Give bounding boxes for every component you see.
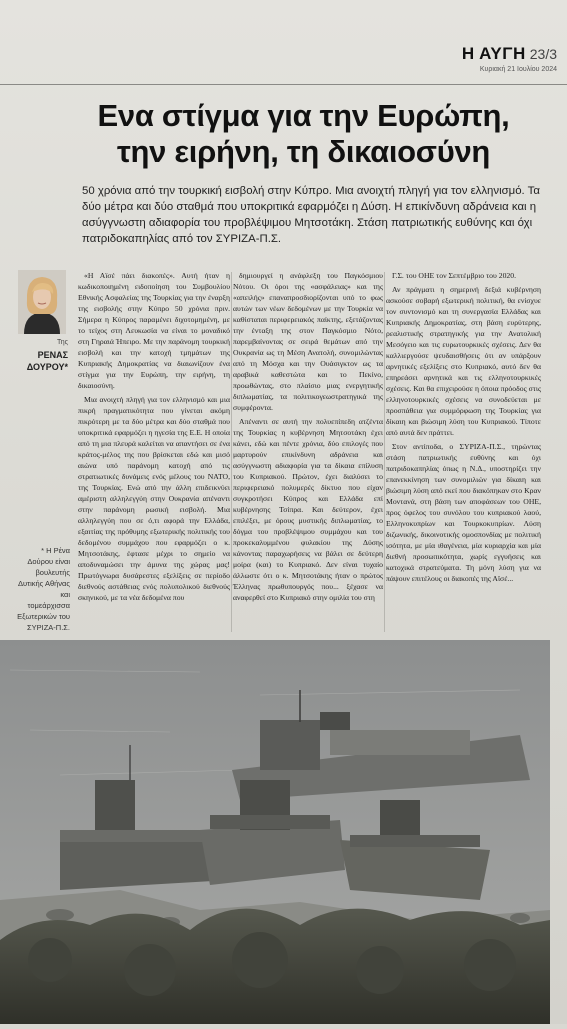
article-headline	[60, 98, 547, 170]
landing-ships-illustration	[0, 640, 550, 1024]
text-column-1	[78, 270, 230, 606]
paragraph: δημιουργεί η ανάφλεξη του Παγκόσμιου Νότου. Οι όροι της «ασφάλειας» και της «απειλής» επαναπροσδιορίζονται υπό το φως αυτών των νέων δεδομένων με την Τουρκία να καθίσταται περιφερειακός παίκτης, εξετάζοντας την ένταξη της στον Παγκόσμιο Νότο, παρεμβαίνοντας σε σειρά θεμάτων από την Ουκρανία ως τη Μέση Ανατολή, συνομιλώντας από τη Μόσχα και την Ουάσιγκτον ως τα αραβικά καθεστώτα και το Πεκίνο, προωθώντας, στο πλαίσιο μιας ενεργητικής διπλωματίας, τα πολιτικογεωστρατηγικά της συμφέροντα.	[233, 271, 383, 412]
page-number: 23/3	[529, 46, 557, 62]
author-footnote: * Η Ρένα Δούρου είναι βουλευτής Δυτικής Αθήνας και τομεάρχισσα Εξωτερικών του ΣΥΡΙΖΑ-Π.Σ.	[17, 546, 70, 632]
newspaper-name: Η ΑΥΓΗ	[461, 44, 526, 63]
author-name: ΡΕΝΑΣ ΔΟΥΡΟΥ*	[26, 350, 68, 372]
paragraph: Αν πράγματι η σημερινή δεξιά κυβέρνηση ασκούσε σοβαρή εξωτερική πολιτική, θα ενίσχυε τον συντονισμό και τη συνεργασία Ελλάδας και Κυπριακής Δημοκρατίας, στη βάση ευρύτερης, ρεαλιστικής στρατηγικής για την Ανατολική Μεσόγειο και τις ευρωτουρκικές σχέσεις. Δεν θα καλλιεργούσε ψευδαισθήσεις ότι αν υπάρξουν αρνητικές εξελίξεις στο Κυπριακό, αυτό δεν θα επηρεάσει αρνητικά και τις ελληνοτουρκικές σχέσεις. Και θα επιχειρούσε η όποια πρόοδος στις ελληνοτουρκικές σχέσεις να συνοδεύεται με προσπάθεια για συμμόρφωση της Τουρκίας για δίκαιη και βιώσιμη λύση του Κυπριακού. Τίποτε από αυτά δεν πράττει.	[386, 285, 541, 437]
paragraph: Απέναντι σε αυτή την πολυεπίπεδη ατζέντα της Τουρκίας η κυβέρνηση Μητσοτάκη έχει κάνει, εδώ και πέντε χρόνια, δύο επιλογές που μαρτυρούν επικίνδυνη αδράνεια και ασύγγνωστη αδιαφορία για τα δίκαια επίλυση του Κυπριακού. Πρώτον, έχει διαλύσει το περιφερειακό πολυμερές δίκτυο που είχαν συγκροτήσει Κύπρος και Ελλάδα επί κυβέρνησης Τσίπρα. Και δεύτερον, έχει επιλέξει, με όρους μυστικής διπλωματίας, το δόγμα του προβλέψιμου συμμάχου και του προκεκαλυμμένου φυλακίου της Δύσης κάνοντας παραχωρήσεις να βάλει σε δεύτερη μοίρα (και) το Κυπριακό. Δεν είναι τυχαίο άλλωστε ότι ο κ. Μητσοτάκης ήταν ο πρώτος Έλληνας πρωθυπουργός που... ξέχασε να αναφερθεί στο Κυπριακό στην ομιλία του στη	[233, 417, 383, 602]
byline	[12, 337, 68, 373]
masthead-divider	[0, 84, 567, 85]
column-divider	[231, 272, 232, 632]
text-column-3	[386, 270, 541, 587]
landing-craft-photo	[0, 640, 550, 1024]
headline-line-1: Ενα στίγμα για την Ευρώπη,	[97, 98, 510, 133]
author-portrait-image	[18, 270, 66, 334]
paragraph: Στον αντίποδα, ο ΣΥΡΙΖΑ-Π.Σ., τηρώντας στάση πατριωτικής ευθύνης και όχι πατριδοκαπηλίας όπως η Ν.Δ., υποστηρίζει την επανεκκίνηση των συνομιλιών για δίκαιη και βιώσιμη λύση από εκεί που διακόπηκαν στο Κραν Μοντανά, στη βάση των αποφάσεων του ΟΗΕ, προς όφελος του συνόλου του κυπριακού λαού, Ελληνοκυπρίων και Τουρκοκυπρίων. Λύση διζωνικής, δικοινοτικής ομοσπονδίας με πολιτική ισότητα, με μία ιθαγένεια, μία κυριαρχία και μία διεθνή προσωπικότητα, χωρίς εγγυήσεις και κατοχικά στρατεύματα. Τη μόνη λύση για να πάψουν επιτέλους οι διακοπές της Αϊσέ...	[386, 442, 541, 583]
byline-prefix: Της	[56, 339, 68, 346]
paragraph: «Η Αϊσέ πάει διακοπές». Αυτή ήταν η κωδικοποιημένη ειδοποίηση του Συμβουλίου Εθνικής Ασφαλείας της Τουρκίας για την έναρξη της εισβολής στην Κύπρο 50 χρόνια πριν. Σήμερα η Κύπρος παραμένει διχοτομημένη, με το τείχος στη Λευκωσία να είναι το μοναδικό στη Γηραιά Ήπειρο. Με την παράνομη τουρκική εισβολή και την κατοχή τμημάτων της Κυπριακής Δημοκρατίας να διαιωνίζουν ένα στίγμα για την Ευρώπη, την ειρήνη, τη δικαιοσύνη.	[78, 271, 230, 390]
article-subhead: 50 χρόνια από την τουρκική εισβολή στην Κύπρο. Μια ανοιχτή πληγή για τον ελληνισμό. Τα δύο μέτρα και δύο σταθμά που υποκριτικά εφαρμόζει η Δύση. Η επικίνδυνη αδράνεια και η ασύγγνωστη αδιαφορία του προβλέψιμου Μητσοτάκη. Στάση πατριωτικής ευθύνης και όχι πατριδοκαπηλίας από τον ΣΥΡΙΖΑ-Π.Σ.	[82, 185, 540, 245]
masthead-title-row	[462, 44, 557, 64]
masthead	[462, 44, 557, 73]
issue-date: Κυριακή 21 Ιουλίου 2024	[479, 66, 557, 73]
text-column-2	[233, 270, 383, 606]
author-photo	[18, 270, 66, 334]
paragraph: Γ.Σ. του ΟΗΕ τον Σεπτέμβριο του 2020.	[392, 271, 517, 280]
column-divider	[384, 272, 385, 632]
headline-line-2: την ειρήνη, τη δικαιοσύνη	[116, 134, 491, 169]
paragraph: Μια ανοιχτή πληγή για τον ελληνισμό και μια πικρή πραγματικότητα που γίνεται ακόμη πικρότερη με τα δύο μέτρα και δύο σταθμά που υποκριτικά εφαρμόζει η ηγεσία της Ε.Ε. Η οποία από τη μια πλευρά καλείται να απαντήσει σε ένα κράτος-μέλος της που βρίσκεται εδώ και μισό αιώνα υπό παράνομη κατοχή από τις στρατιωτικές δυνάμεις ενός μέλους του ΝΑΤΟ, της Τουρκίας. Ενώ από την άλλη επιδεικνύει αμέριστη αλληλεγγύη στην Ουκρανία απέναντι στην παράνομη ρωσική εισβολή. Μια αλληλεγγύη που σε ό,τι αφορά την Ελλάδα, εξαιτίας της πρόθυμης εξωτερικής πολιτικής του δεδομένου συμμάχου που εφαρμόζει ο κ. Μητσοτάκης, έφτασε μέχρι το σημείο να αποδυναμώσει την άμυνα της χώρας μας! Πρωτόγνωρα δυσάρεστες εξελίξεις σε περίοδο διεθνούς αστάθειας ενός πολυπολικού διεθνούς σκηνικού, με τα νέα δεδομένα που	[78, 395, 230, 602]
